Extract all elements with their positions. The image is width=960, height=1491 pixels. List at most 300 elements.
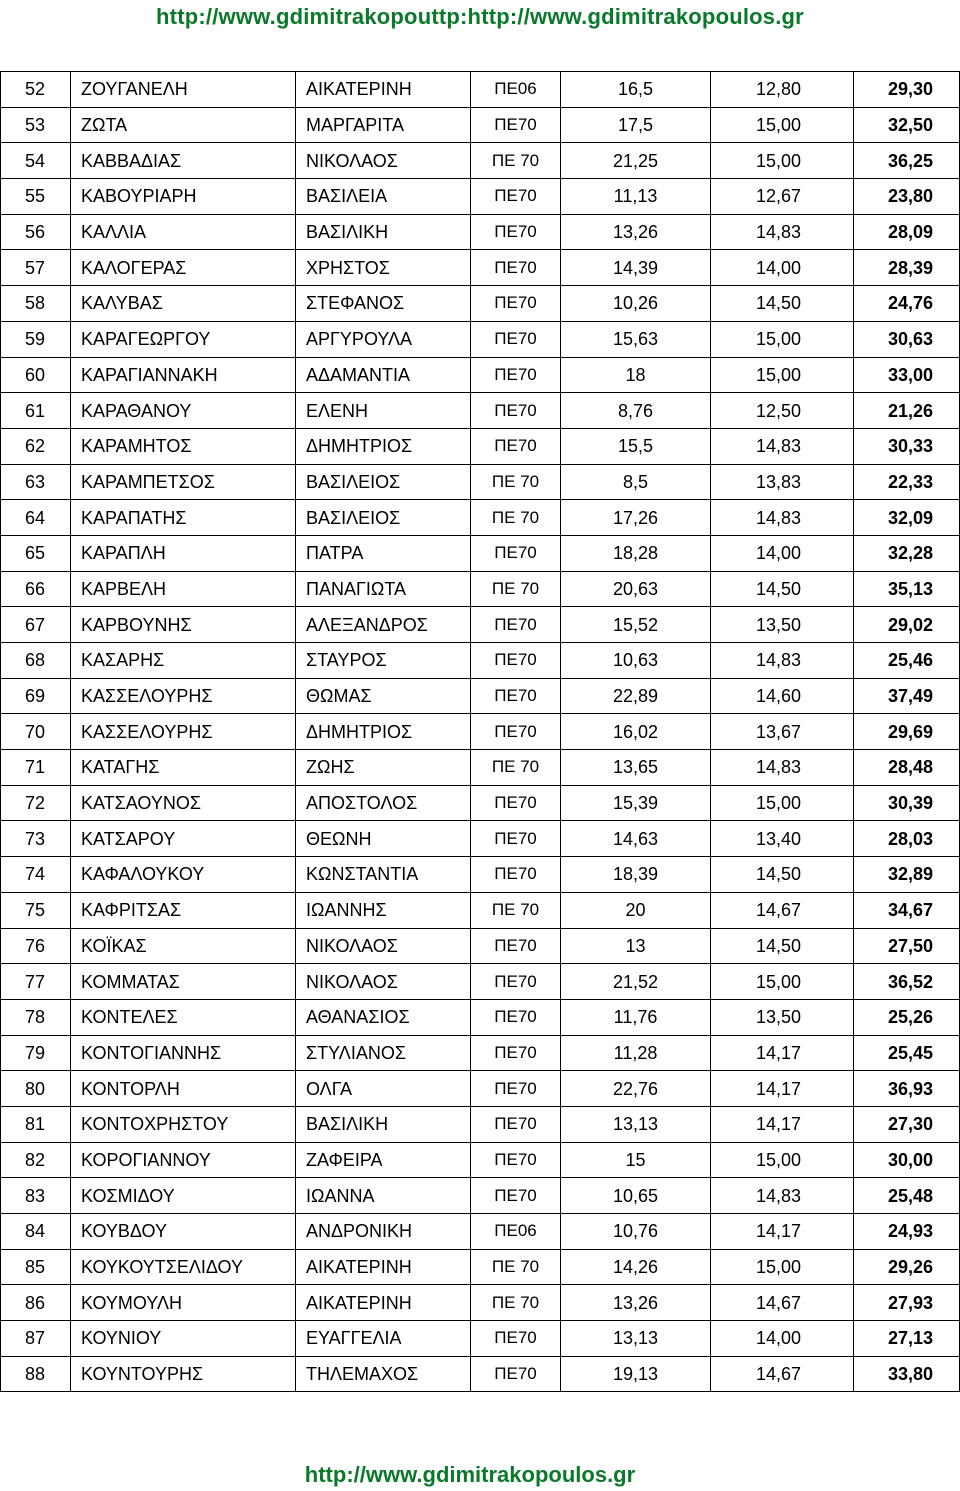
score-1-cell: 14,63: [561, 821, 711, 857]
specialty-cell: ΠΕ70: [471, 1071, 561, 1107]
total-score-cell: 27,50: [854, 928, 960, 964]
total-score-cell: 28,03: [854, 821, 960, 857]
table-row: [1, 607, 960, 643]
specialty-cell: ΠΕ70: [471, 1178, 561, 1214]
table-row: [1, 286, 960, 322]
table-row: [1, 857, 960, 893]
row-number-cell: 55: [1, 179, 71, 215]
specialty-cell: ΠΕ70: [471, 1321, 561, 1357]
row-number-cell: 58: [1, 286, 71, 322]
specialty-cell: ΠΕ70: [471, 1035, 561, 1071]
score-1-cell: 13,26: [561, 1285, 711, 1321]
first-name-cell: ΑΙΚΑΤΕΡΙΝΗ: [296, 1285, 471, 1321]
specialty-cell: ΠΕ06: [471, 1214, 561, 1250]
first-name-cell: ΜΑΡΓΑΡΙΤΑ: [296, 107, 471, 143]
surname-cell: ΚΟΥΚΟΥΤΣΕΛΙΔΟΥ: [71, 1249, 296, 1285]
row-number-cell: 56: [1, 214, 71, 250]
first-name-cell: ΑΡΓΥΡΟΥΛΑ: [296, 321, 471, 357]
row-number-cell: 65: [1, 535, 71, 571]
total-score-cell: 27,30: [854, 1106, 960, 1142]
first-name-cell: ΑΘΑΝΑΣΙΟΣ: [296, 999, 471, 1035]
score-1-cell: 21,25: [561, 143, 711, 179]
surname-cell: ΚΑΤΑΓΗΣ: [71, 750, 296, 786]
total-score-cell: 24,76: [854, 286, 960, 322]
table-row: [1, 892, 960, 928]
score-1-cell: 15,5: [561, 428, 711, 464]
first-name-cell: ΕΥΑΓΓΕΛΙΑ: [296, 1321, 471, 1357]
total-score-cell: 36,52: [854, 964, 960, 1000]
row-number-cell: 82: [1, 1142, 71, 1178]
first-name-cell: ΣΤΕΦΑΝΟΣ: [296, 286, 471, 322]
first-name-cell: ΣΤΑΥΡΟΣ: [296, 643, 471, 679]
score-1-cell: 8,5: [561, 464, 711, 500]
specialty-cell: ΠΕ 70: [471, 571, 561, 607]
score-1-cell: 18: [561, 357, 711, 393]
row-number-cell: 80: [1, 1071, 71, 1107]
surname-cell: ΚΟΪΚΑΣ: [71, 928, 296, 964]
header-watermark-url[interactable]: http://www.gdimitrakopouttp:http://www.gdimitrakopoulos.gr: [156, 4, 804, 29]
table-row: [1, 785, 960, 821]
score-1-cell: 18,39: [561, 857, 711, 893]
row-number-cell: 87: [1, 1321, 71, 1357]
score-1-cell: 11,13: [561, 179, 711, 215]
table-row: [1, 750, 960, 786]
specialty-cell: ΠΕ 70: [471, 464, 561, 500]
score-2-cell: 13,67: [711, 714, 854, 750]
surname-cell: ΚΟΥΝΤΟΥΡΗΣ: [71, 1356, 296, 1392]
score-1-cell: 11,76: [561, 999, 711, 1035]
table-row: [1, 1214, 960, 1250]
total-score-cell: 27,93: [854, 1285, 960, 1321]
score-2-cell: 14,50: [711, 571, 854, 607]
surname-cell: ΚΑΡΑΘΑΝΟΥ: [71, 393, 296, 429]
table-row: [1, 1356, 960, 1392]
first-name-cell: ΙΩΑΝΝΗΣ: [296, 892, 471, 928]
surname-cell: ΖΟΥΓΑΝΕΛΗ: [71, 72, 296, 108]
score-2-cell: 12,67: [711, 179, 854, 215]
row-number-cell: 72: [1, 785, 71, 821]
row-number-cell: 64: [1, 500, 71, 536]
score-1-cell: 17,26: [561, 500, 711, 536]
row-number-cell: 69: [1, 678, 71, 714]
specialty-cell: ΠΕ70: [471, 714, 561, 750]
table-row: [1, 250, 960, 286]
row-number-cell: 59: [1, 321, 71, 357]
row-number-cell: 52: [1, 72, 71, 108]
first-name-cell: ΝΙΚΟΛΑΟΣ: [296, 928, 471, 964]
surname-cell: ΚΟΥΒΔΟΥ: [71, 1214, 296, 1250]
score-2-cell: 15,00: [711, 357, 854, 393]
total-score-cell: 27,13: [854, 1321, 960, 1357]
score-1-cell: 13,13: [561, 1106, 711, 1142]
surname-cell: ΚΑΛΟΓΕΡΑΣ: [71, 250, 296, 286]
specialty-cell: ΠΕ70: [471, 928, 561, 964]
specialty-cell: ΠΕ70: [471, 964, 561, 1000]
first-name-cell: ΑΝΔΡΟΝΙΚΗ: [296, 1214, 471, 1250]
score-2-cell: 14,67: [711, 1356, 854, 1392]
first-name-cell: ΧΡΗΣΤΟΣ: [296, 250, 471, 286]
row-number-cell: 63: [1, 464, 71, 500]
specialty-cell: ΠΕ70: [471, 321, 561, 357]
score-2-cell: 14,17: [711, 1214, 854, 1250]
specialty-cell: ΠΕ70: [471, 107, 561, 143]
first-name-cell: ΝΙΚΟΛΑΟΣ: [296, 964, 471, 1000]
first-name-cell: ΑΔΑΜΑΝΤΙΑ: [296, 357, 471, 393]
score-2-cell: 14,60: [711, 678, 854, 714]
table-row: [1, 714, 960, 750]
specialty-cell: ΠΕ 70: [471, 143, 561, 179]
row-number-cell: 76: [1, 928, 71, 964]
specialty-cell: ΠΕ70: [471, 250, 561, 286]
total-score-cell: 24,93: [854, 1214, 960, 1250]
specialty-cell: ΠΕ70: [471, 643, 561, 679]
score-2-cell: 15,00: [711, 785, 854, 821]
row-number-cell: 74: [1, 857, 71, 893]
specialty-cell: ΠΕ70: [471, 678, 561, 714]
first-name-cell: ΒΑΣΙΛΕΙΑ: [296, 179, 471, 215]
total-score-cell: 34,67: [854, 892, 960, 928]
row-number-cell: 60: [1, 357, 71, 393]
results-table: [0, 71, 960, 1392]
score-1-cell: 13,13: [561, 1321, 711, 1357]
first-name-cell: ΑΙΚΑΤΕΡΙΝΗ: [296, 72, 471, 108]
specialty-cell: ΠΕ70: [471, 1356, 561, 1392]
first-name-cell: ΔΗΜΗΤΡΙΟΣ: [296, 714, 471, 750]
specialty-cell: ΠΕ 70: [471, 1285, 561, 1321]
total-score-cell: 25,48: [854, 1178, 960, 1214]
score-2-cell: 14,17: [711, 1071, 854, 1107]
score-2-cell: 14,00: [711, 1321, 854, 1357]
surname-cell: ΚΑΤΣΑΟΥΝΟΣ: [71, 785, 296, 821]
surname-cell: ΚΟΡΟΓΙΑΝΝΟΥ: [71, 1142, 296, 1178]
table-row: [1, 1249, 960, 1285]
first-name-cell: ΒΑΣΙΛΙΚΗ: [296, 1106, 471, 1142]
score-1-cell: 15,39: [561, 785, 711, 821]
row-number-cell: 53: [1, 107, 71, 143]
total-score-cell: 30,39: [854, 785, 960, 821]
score-1-cell: 16,5: [561, 72, 711, 108]
first-name-cell: ΕΛΕΝΗ: [296, 393, 471, 429]
surname-cell: ΚΑΣΣΕΛΟΥΡΗΣ: [71, 714, 296, 750]
table-row: [1, 321, 960, 357]
total-score-cell: 30,00: [854, 1142, 960, 1178]
specialty-cell: ΠΕ70: [471, 999, 561, 1035]
table-row: [1, 1178, 960, 1214]
score-1-cell: 10,63: [561, 643, 711, 679]
score-2-cell: 14,67: [711, 892, 854, 928]
surname-cell: ΚΑΡΑΜΠΕΤΣΟΣ: [71, 464, 296, 500]
score-2-cell: 14,67: [711, 1285, 854, 1321]
surname-cell: ΚΟΥΝΙΟΥ: [71, 1321, 296, 1357]
surname-cell: ΚΑΣΑΡΗΣ: [71, 643, 296, 679]
total-score-cell: 29,69: [854, 714, 960, 750]
specialty-cell: ΠΕ70: [471, 535, 561, 571]
surname-cell: ΚΟΣΜΙΔΟΥ: [71, 1178, 296, 1214]
surname-cell: ΚΟΝΤΟΧΡΗΣΤΟΥ: [71, 1106, 296, 1142]
surname-cell: ΚΑΛΛΙΑ: [71, 214, 296, 250]
first-name-cell: ΟΛΓΑ: [296, 1071, 471, 1107]
surname-cell: ΚΑΦΡΙΤΣΑΣ: [71, 892, 296, 928]
specialty-cell: ΠΕ70: [471, 393, 561, 429]
table-row: [1, 179, 960, 215]
surname-cell: ΚΑΡΑΠΑΤΗΣ: [71, 500, 296, 536]
table-row: [1, 1321, 960, 1357]
score-2-cell: 14,50: [711, 857, 854, 893]
row-number-cell: 88: [1, 1356, 71, 1392]
row-number-cell: 85: [1, 1249, 71, 1285]
total-score-cell: 23,80: [854, 179, 960, 215]
footer-watermark-url[interactable]: http://www.gdimitrakopoulos.gr: [304, 1462, 636, 1487]
total-score-cell: 32,50: [854, 107, 960, 143]
table-row: [1, 1285, 960, 1321]
surname-cell: ΖΩΤΑ: [71, 107, 296, 143]
score-1-cell: 10,26: [561, 286, 711, 322]
total-score-cell: 32,28: [854, 535, 960, 571]
total-score-cell: 21,26: [854, 393, 960, 429]
surname-cell: ΚΑΣΣΕΛΟΥΡΗΣ: [71, 678, 296, 714]
surname-cell: ΚΑΛΥΒΑΣ: [71, 286, 296, 322]
first-name-cell: ΙΩΑΝΝΑ: [296, 1178, 471, 1214]
row-number-cell: 81: [1, 1106, 71, 1142]
first-name-cell: ΝΙΚΟΛΑΟΣ: [296, 143, 471, 179]
surname-cell: ΚΟΝΤΟΓΙΑΝΝΗΣ: [71, 1035, 296, 1071]
score-2-cell: 14,00: [711, 535, 854, 571]
score-2-cell: 14,83: [711, 214, 854, 250]
surname-cell: ΚΑΡΒΟΥΝΗΣ: [71, 607, 296, 643]
score-1-cell: 21,52: [561, 964, 711, 1000]
score-2-cell: 14,83: [711, 500, 854, 536]
row-number-cell: 71: [1, 750, 71, 786]
score-1-cell: 13: [561, 928, 711, 964]
score-2-cell: 15,00: [711, 107, 854, 143]
score-2-cell: 14,50: [711, 286, 854, 322]
score-1-cell: 18,28: [561, 535, 711, 571]
row-number-cell: 86: [1, 1285, 71, 1321]
score-1-cell: 13,26: [561, 214, 711, 250]
score-1-cell: 15,52: [561, 607, 711, 643]
score-2-cell: 14,83: [711, 643, 854, 679]
score-1-cell: 17,5: [561, 107, 711, 143]
specialty-cell: ΠΕ70: [471, 214, 561, 250]
total-score-cell: 37,49: [854, 678, 960, 714]
surname-cell: ΚΟΜΜΑΤΑΣ: [71, 964, 296, 1000]
total-score-cell: 30,63: [854, 321, 960, 357]
score-1-cell: 20: [561, 892, 711, 928]
first-name-cell: ΤΗΛΕΜΑΧΟΣ: [296, 1356, 471, 1392]
row-number-cell: 54: [1, 143, 71, 179]
total-score-cell: 33,00: [854, 357, 960, 393]
specialty-cell: ΠΕ 70: [471, 892, 561, 928]
row-number-cell: 78: [1, 999, 71, 1035]
surname-cell: ΚΑΦΑΛΟΥΚΟΥ: [71, 857, 296, 893]
score-1-cell: 14,26: [561, 1249, 711, 1285]
total-score-cell: 28,48: [854, 750, 960, 786]
table-row: [1, 928, 960, 964]
table-row: [1, 678, 960, 714]
total-score-cell: 29,30: [854, 72, 960, 108]
table-row: [1, 571, 960, 607]
score-1-cell: 14,39: [561, 250, 711, 286]
total-score-cell: 29,02: [854, 607, 960, 643]
table-row: [1, 107, 960, 143]
table-row: [1, 143, 960, 179]
row-number-cell: 57: [1, 250, 71, 286]
table-row: [1, 1071, 960, 1107]
table-row: [1, 1142, 960, 1178]
specialty-cell: ΠΕ 70: [471, 1249, 561, 1285]
first-name-cell: ΒΑΣΙΛΙΚΗ: [296, 214, 471, 250]
first-name-cell: ΠΑΤΡΑ: [296, 535, 471, 571]
score-2-cell: 14,17: [711, 1035, 854, 1071]
surname-cell: ΚΑΒΒΑΔΙΑΣ: [71, 143, 296, 179]
table-row: [1, 500, 960, 536]
score-2-cell: 13,50: [711, 607, 854, 643]
first-name-cell: ΒΑΣΙΛΕΙΟΣ: [296, 464, 471, 500]
surname-cell: ΚΟΥΜΟΥΛΗ: [71, 1285, 296, 1321]
row-number-cell: 83: [1, 1178, 71, 1214]
score-2-cell: 14,83: [711, 1178, 854, 1214]
first-name-cell: ΒΑΣΙΛΕΙΟΣ: [296, 500, 471, 536]
total-score-cell: 35,13: [854, 571, 960, 607]
row-number-cell: 79: [1, 1035, 71, 1071]
row-number-cell: 77: [1, 964, 71, 1000]
table-row: [1, 214, 960, 250]
score-1-cell: 13,65: [561, 750, 711, 786]
specialty-cell: ΠΕ70: [471, 1106, 561, 1142]
score-1-cell: 22,89: [561, 678, 711, 714]
surname-cell: ΚΑΡΑΓΕΩΡΓΟΥ: [71, 321, 296, 357]
table-row: [1, 999, 960, 1035]
row-number-cell: 84: [1, 1214, 71, 1250]
first-name-cell: ΑΙΚΑΤΕΡΙΝΗ: [296, 1249, 471, 1285]
score-2-cell: 12,80: [711, 72, 854, 108]
score-2-cell: 14,83: [711, 750, 854, 786]
specialty-cell: ΠΕ70: [471, 357, 561, 393]
total-score-cell: 32,89: [854, 857, 960, 893]
specialty-cell: ΠΕ06: [471, 72, 561, 108]
total-score-cell: 25,45: [854, 1035, 960, 1071]
score-2-cell: 14,83: [711, 428, 854, 464]
score-1-cell: 20,63: [561, 571, 711, 607]
score-2-cell: 14,00: [711, 250, 854, 286]
row-number-cell: 75: [1, 892, 71, 928]
first-name-cell: ΘΕΩΝΗ: [296, 821, 471, 857]
surname-cell: ΚΟΝΤΟΡΛΗ: [71, 1071, 296, 1107]
first-name-cell: ΘΩΜΑΣ: [296, 678, 471, 714]
score-1-cell: 11,28: [561, 1035, 711, 1071]
surname-cell: ΚΑΤΣΑΡΟΥ: [71, 821, 296, 857]
score-1-cell: 15: [561, 1142, 711, 1178]
score-2-cell: 14,50: [711, 928, 854, 964]
score-1-cell: 16,02: [561, 714, 711, 750]
total-score-cell: 22,33: [854, 464, 960, 500]
score-1-cell: 15,63: [561, 321, 711, 357]
surname-cell: ΚΑΡΑΓΙΑΝΝΑΚΗ: [71, 357, 296, 393]
score-1-cell: 22,76: [561, 1071, 711, 1107]
score-1-cell: 10,76: [561, 1214, 711, 1250]
table-row: [1, 1035, 960, 1071]
table-row: [1, 1106, 960, 1142]
specialty-cell: ΠΕ 70: [471, 500, 561, 536]
row-number-cell: 68: [1, 643, 71, 679]
specialty-cell: ΠΕ70: [471, 179, 561, 215]
score-2-cell: 15,00: [711, 321, 854, 357]
table-row: [1, 964, 960, 1000]
specialty-cell: ΠΕ70: [471, 785, 561, 821]
total-score-cell: 32,09: [854, 500, 960, 536]
surname-cell: ΚΑΡΑΜΗΤΟΣ: [71, 428, 296, 464]
table-row: [1, 464, 960, 500]
first-name-cell: ΣΤΥΛΙΑΝΟΣ: [296, 1035, 471, 1071]
table-row: [1, 643, 960, 679]
specialty-cell: ΠΕ70: [471, 857, 561, 893]
score-2-cell: 13,83: [711, 464, 854, 500]
specialty-cell: ΠΕ70: [471, 1142, 561, 1178]
score-2-cell: 15,00: [711, 1249, 854, 1285]
specialty-cell: ΠΕ70: [471, 286, 561, 322]
score-1-cell: 19,13: [561, 1356, 711, 1392]
score-2-cell: 15,00: [711, 143, 854, 179]
total-score-cell: 36,93: [854, 1071, 960, 1107]
score-2-cell: 14,17: [711, 1106, 854, 1142]
results-table-body: [1, 72, 960, 1392]
total-score-cell: 25,26: [854, 999, 960, 1035]
total-score-cell: 28,09: [854, 214, 960, 250]
first-name-cell: ΚΩΝΣΤΑΝΤΙΑ: [296, 857, 471, 893]
surname-cell: ΚΑΡΒΕΛΗ: [71, 571, 296, 607]
row-number-cell: 67: [1, 607, 71, 643]
first-name-cell: ΖΑΦΕΙΡΑ: [296, 1142, 471, 1178]
first-name-cell: ΑΛΕΞΑΝΔΡΟΣ: [296, 607, 471, 643]
surname-cell: ΚΑΒΟΥΡΙΑΡΗ: [71, 179, 296, 215]
table-row: [1, 72, 960, 108]
specialty-cell: ΠΕ70: [471, 607, 561, 643]
score-2-cell: 13,50: [711, 999, 854, 1035]
surname-cell: ΚΟΝΤΕΛΕΣ: [71, 999, 296, 1035]
row-number-cell: 62: [1, 428, 71, 464]
total-score-cell: 25,46: [854, 643, 960, 679]
score-2-cell: 15,00: [711, 1142, 854, 1178]
table-row: [1, 535, 960, 571]
surname-cell: ΚΑΡΑΠΛΗ: [71, 535, 296, 571]
table-row: [1, 428, 960, 464]
first-name-cell: ΔΗΜΗΤΡΙΟΣ: [296, 428, 471, 464]
first-name-cell: ΠΑΝΑΓΙΩΤΑ: [296, 571, 471, 607]
table-row: [1, 393, 960, 429]
total-score-cell: 29,26: [854, 1249, 960, 1285]
score-2-cell: 12,50: [711, 393, 854, 429]
specialty-cell: ΠΕ 70: [471, 750, 561, 786]
specialty-cell: ΠΕ70: [471, 821, 561, 857]
first-name-cell: ΖΩΗΣ: [296, 750, 471, 786]
table-row: [1, 357, 960, 393]
row-number-cell: 73: [1, 821, 71, 857]
row-number-cell: 61: [1, 393, 71, 429]
row-number-cell: 70: [1, 714, 71, 750]
total-score-cell: 33,80: [854, 1356, 960, 1392]
specialty-cell: ΠΕ70: [471, 428, 561, 464]
table-row: [1, 821, 960, 857]
total-score-cell: 30,33: [854, 428, 960, 464]
score-1-cell: 10,65: [561, 1178, 711, 1214]
row-number-cell: 66: [1, 571, 71, 607]
total-score-cell: 28,39: [854, 250, 960, 286]
score-1-cell: 8,76: [561, 393, 711, 429]
score-2-cell: 13,40: [711, 821, 854, 857]
first-name-cell: ΑΠΟΣΤΟΛΟΣ: [296, 785, 471, 821]
total-score-cell: 36,25: [854, 143, 960, 179]
score-2-cell: 15,00: [711, 964, 854, 1000]
